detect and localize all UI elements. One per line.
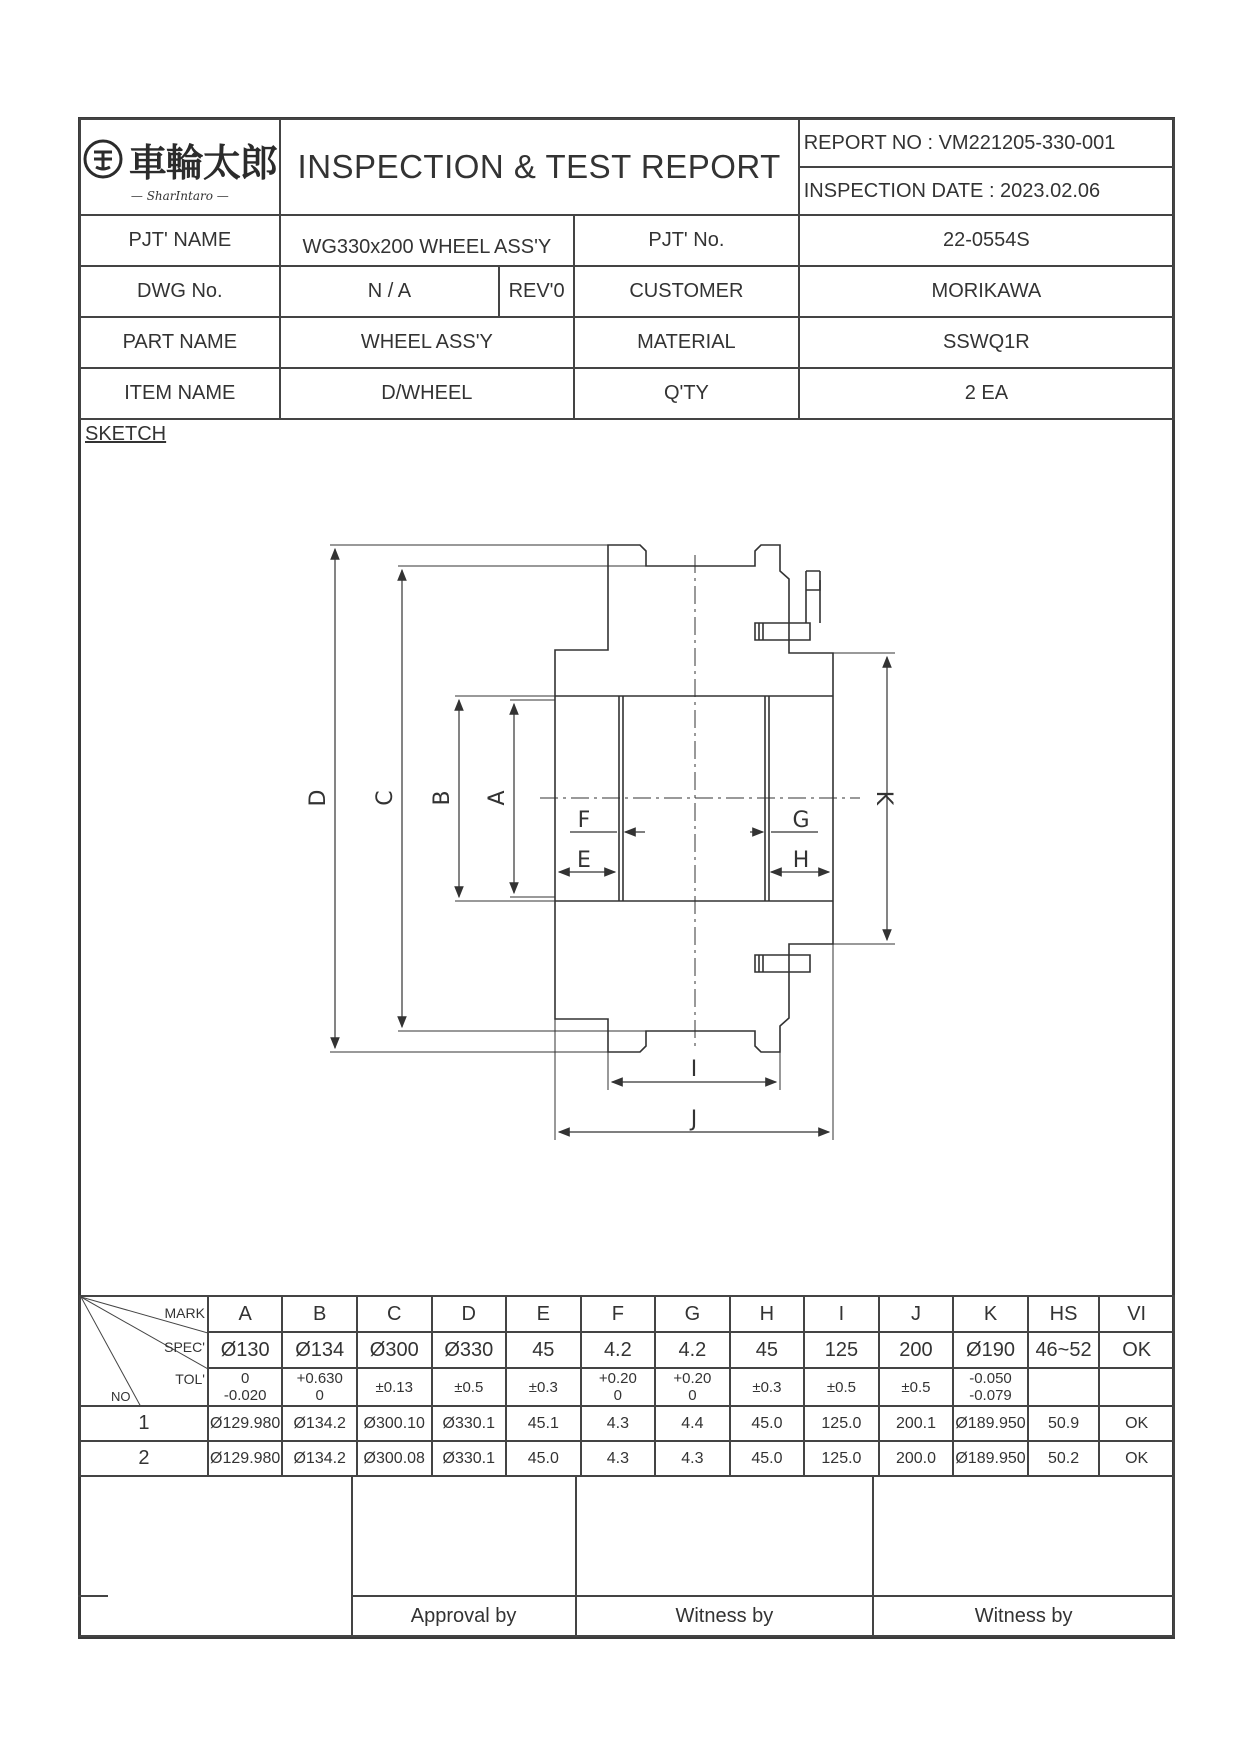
measured-value: OK bbox=[1099, 1441, 1174, 1476]
measured-value: 200.1 bbox=[879, 1406, 954, 1441]
measured-value: 45.0 bbox=[506, 1441, 581, 1476]
corner-spec: SPEC' bbox=[164, 1339, 205, 1355]
tolerance-upper: 0 bbox=[241, 1370, 250, 1387]
tolerance-cell bbox=[730, 1368, 805, 1406]
logo-cell: 車輪太郎 — SharIntaro — bbox=[80, 119, 280, 215]
item-name-value: D/WHEEL bbox=[280, 368, 574, 419]
measured-value: Ø330.1 bbox=[432, 1441, 507, 1476]
dim-label-d: D bbox=[306, 789, 331, 807]
measured-value: 125.0 bbox=[804, 1441, 879, 1476]
material-value: SSWQ1R bbox=[799, 317, 1174, 368]
dim-label-c: C bbox=[373, 790, 398, 806]
item-name-label: ITEM NAME bbox=[80, 368, 280, 419]
row-number: 1 bbox=[80, 1406, 208, 1441]
measured-value: 50.9 bbox=[1028, 1406, 1100, 1441]
measured-value: 45.1 bbox=[506, 1406, 581, 1441]
measured-value: 45.0 bbox=[730, 1441, 805, 1476]
measured-value: Ø330.1 bbox=[432, 1406, 507, 1441]
tolerance-lower: -0.020 bbox=[223, 1387, 267, 1404]
tolerance-upper: ±0.13 bbox=[375, 1378, 413, 1396]
dim-label-b: B bbox=[430, 790, 455, 806]
logo-kanji: 車輪太郎 bbox=[128, 139, 277, 185]
inspection-date: INSPECTION DATE : 2023.02.06 bbox=[799, 167, 1174, 215]
pjt-name-value: WG330x200 WHEEL ASS'Y bbox=[280, 215, 574, 266]
measured-value: Ø129.980 bbox=[208, 1406, 283, 1441]
spec-cell: Ø190 bbox=[953, 1332, 1028, 1368]
material-label: MATERIAL bbox=[574, 317, 799, 368]
measured-value: 45.0 bbox=[730, 1406, 805, 1441]
tolerance-lower: 0 bbox=[315, 1387, 324, 1404]
table-row bbox=[80, 1441, 1174, 1476]
dim-label-a: A bbox=[485, 790, 510, 806]
measured-value: 4.3 bbox=[581, 1406, 656, 1441]
tolerance-cell bbox=[506, 1368, 581, 1406]
mark-cell: HS bbox=[1028, 1296, 1100, 1332]
mark-cell: D bbox=[432, 1296, 507, 1332]
spec-cell: 45 bbox=[730, 1332, 805, 1368]
dim-label-i: I bbox=[690, 1057, 698, 1082]
tolerance-cell bbox=[1099, 1368, 1174, 1406]
tolerance-upper: ±0.5 bbox=[901, 1378, 931, 1396]
mark-cell: K bbox=[953, 1296, 1028, 1332]
mark-cell: G bbox=[655, 1296, 730, 1332]
spec-cell: 4.2 bbox=[655, 1332, 730, 1368]
part-name-label: PART NAME bbox=[80, 317, 280, 368]
rev-value: REV'0 bbox=[499, 266, 574, 317]
corner-mark: MARK bbox=[164, 1305, 205, 1321]
mark-cell: B bbox=[282, 1296, 357, 1332]
measured-value: 125.0 bbox=[804, 1406, 879, 1441]
signature-table bbox=[79, 1475, 1175, 1637]
tolerance-upper: +0.630 bbox=[296, 1370, 343, 1387]
tolerance-upper: ±0.5 bbox=[454, 1378, 484, 1396]
row-number: 2 bbox=[80, 1441, 208, 1476]
table-row bbox=[80, 1406, 1174, 1441]
blank-cell bbox=[79, 1476, 352, 1596]
tolerance-cell bbox=[581, 1368, 656, 1406]
measured-value: 4.3 bbox=[581, 1441, 656, 1476]
tolerance-cell bbox=[432, 1368, 507, 1406]
dwg-no-value: N / A bbox=[280, 266, 499, 317]
witness-label-1: Witness by bbox=[576, 1596, 874, 1636]
dimension-labels bbox=[306, 790, 896, 1132]
measured-value: Ø129.980 bbox=[208, 1441, 283, 1476]
tolerance-upper: +0.20 bbox=[598, 1370, 637, 1387]
corner-tol: TOL' bbox=[175, 1371, 205, 1387]
witness-sign-box-1 bbox=[576, 1476, 874, 1596]
tolerance-cell bbox=[655, 1368, 730, 1406]
blank-cell bbox=[79, 1596, 352, 1636]
spec-cell: 200 bbox=[879, 1332, 954, 1368]
measurement-rows bbox=[80, 1406, 1174, 1476]
dim-label-k: K bbox=[871, 790, 896, 806]
mark-cell: J bbox=[879, 1296, 954, 1332]
tolerance-upper: -0.050 bbox=[969, 1370, 1012, 1387]
customer-value: MORIKAWA bbox=[799, 266, 1174, 317]
tolerance-cell bbox=[357, 1368, 432, 1406]
tolerance-cell bbox=[953, 1368, 1028, 1406]
dim-label-f: F bbox=[577, 808, 591, 833]
mark-cell: H bbox=[730, 1296, 805, 1332]
mark-cell: F bbox=[581, 1296, 656, 1332]
pjt-name-label: PJT' NAME bbox=[80, 215, 280, 266]
customer-label: CUSTOMER bbox=[574, 266, 799, 317]
dim-label-e: E bbox=[577, 848, 591, 873]
tolerance-cell bbox=[804, 1368, 879, 1406]
qty-label: Q'TY bbox=[574, 368, 799, 419]
tolerance-cell bbox=[208, 1368, 283, 1406]
spec-cell: Ø134 bbox=[282, 1332, 357, 1368]
mark-cell: I bbox=[804, 1296, 879, 1332]
mark-cell: VI bbox=[1099, 1296, 1174, 1332]
measured-value: 4.4 bbox=[655, 1406, 730, 1441]
measurement-table bbox=[79, 1295, 1175, 1477]
pjt-no-value: 22-0554S bbox=[799, 215, 1174, 266]
corner-tick bbox=[78, 1595, 108, 1597]
report-no: REPORT NO : VM221205-330-001 bbox=[799, 119, 1174, 167]
witness-label-2: Witness by bbox=[873, 1596, 1174, 1636]
pjt-no-label: PJT' No. bbox=[574, 215, 799, 266]
report-title: INSPECTION & TEST REPORT bbox=[297, 148, 781, 185]
tolerance-upper: ±0.3 bbox=[528, 1378, 558, 1396]
dim-label-j: J bbox=[690, 1107, 698, 1132]
approval-label: Approval by bbox=[352, 1596, 576, 1636]
corner-cell bbox=[80, 1296, 208, 1406]
measured-value: Ø189.950 bbox=[953, 1406, 1028, 1441]
spec-cell: 125 bbox=[804, 1332, 879, 1368]
tolerance-upper: ±0.5 bbox=[826, 1378, 856, 1396]
spec-cell: Ø330 bbox=[432, 1332, 507, 1368]
measured-value: Ø189.950 bbox=[953, 1441, 1028, 1476]
spec-cell: 4.2 bbox=[581, 1332, 656, 1368]
tolerance-lower: 0 bbox=[688, 1387, 697, 1404]
logo-subtitle: SharIntaro bbox=[146, 188, 213, 203]
measured-value: Ø300.10 bbox=[357, 1406, 432, 1441]
mark-cell: A bbox=[208, 1296, 283, 1332]
measured-value: Ø300.08 bbox=[357, 1441, 432, 1476]
measured-value: OK bbox=[1099, 1406, 1174, 1441]
dwg-no-label: DWG No. bbox=[80, 266, 280, 317]
mark-cell: C bbox=[357, 1296, 432, 1332]
measured-value: 200.0 bbox=[879, 1441, 954, 1476]
dimension-lines bbox=[335, 549, 887, 1132]
spec-cell: Ø300 bbox=[357, 1332, 432, 1368]
dim-label-h: H bbox=[792, 848, 810, 873]
corner-no: NO bbox=[111, 1389, 131, 1404]
spec-cell: Ø130 bbox=[208, 1332, 283, 1368]
approval-sign-box bbox=[352, 1476, 576, 1596]
tolerance-upper: ±0.3 bbox=[752, 1378, 782, 1396]
tolerance-cell bbox=[1028, 1368, 1100, 1406]
mark-cell: E bbox=[506, 1296, 581, 1332]
center-lines bbox=[540, 555, 860, 1050]
tolerance-lower: -0.079 bbox=[969, 1387, 1012, 1404]
part-name-value: WHEEL ASS'Y bbox=[280, 317, 574, 368]
spec-cell: OK bbox=[1099, 1332, 1174, 1368]
measured-value: Ø134.2 bbox=[282, 1441, 357, 1476]
dim-label-g: G bbox=[792, 808, 810, 833]
spec-cell: 45 bbox=[506, 1332, 581, 1368]
measured-value: Ø134.2 bbox=[282, 1406, 357, 1441]
tolerance-cell bbox=[879, 1368, 954, 1406]
sketch-label: SKETCH bbox=[85, 423, 167, 445]
measured-value: 50.2 bbox=[1028, 1441, 1100, 1476]
qty-value: 2 EA bbox=[799, 368, 1174, 419]
measured-value: 4.3 bbox=[655, 1441, 730, 1476]
witness-sign-box-2 bbox=[873, 1476, 1174, 1596]
tolerance-upper: +0.20 bbox=[673, 1370, 712, 1387]
tolerance-row bbox=[80, 1368, 1174, 1406]
tolerance-lower: 0 bbox=[613, 1387, 623, 1404]
tolerance-cell bbox=[282, 1368, 357, 1406]
spec-cell: 46~52 bbox=[1028, 1332, 1100, 1368]
